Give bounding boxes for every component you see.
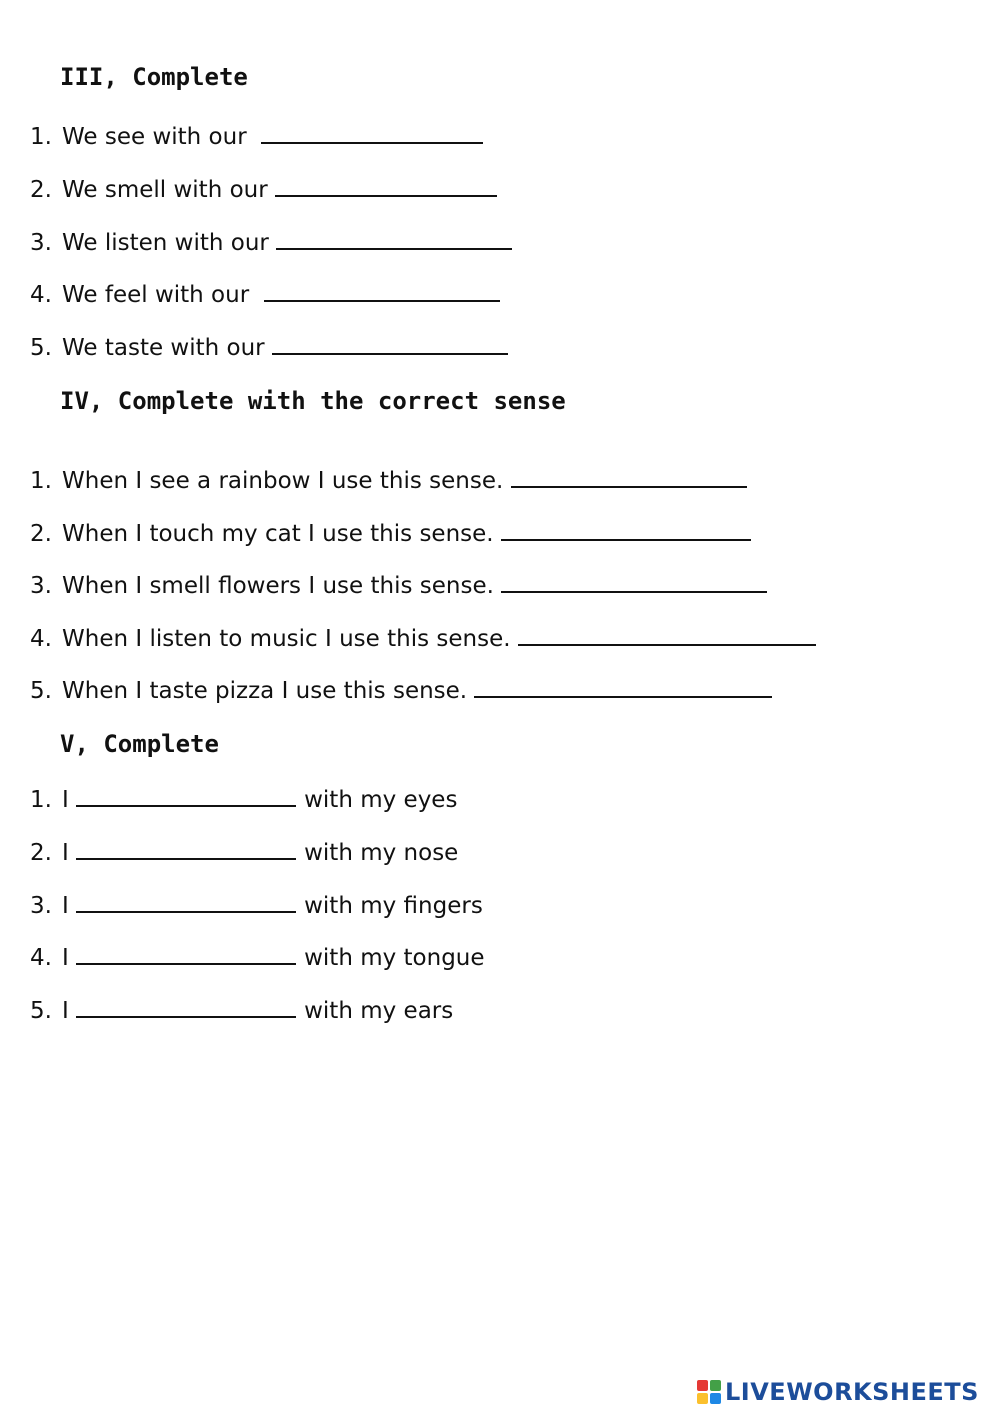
answer-blank[interactable] xyxy=(511,464,747,488)
section-5-title: V, Complete xyxy=(60,730,219,758)
item-number: 2. xyxy=(30,177,52,203)
answer-blank[interactable] xyxy=(261,120,483,144)
list-item xyxy=(30,889,483,921)
item-number: 2. xyxy=(30,840,52,866)
liveworksheets-watermark xyxy=(697,1378,979,1406)
item-number: 1. xyxy=(30,787,52,813)
list-item xyxy=(30,464,747,496)
list-item xyxy=(30,278,500,310)
item-text: We see with our xyxy=(62,124,262,150)
list-item xyxy=(30,783,457,815)
list-item xyxy=(30,941,485,973)
item-text: I xyxy=(62,998,77,1024)
item-text: When I see a rainbow I use this sense. xyxy=(62,468,511,494)
item-text: I xyxy=(62,787,77,813)
list-item xyxy=(30,226,512,258)
item-text: I xyxy=(62,840,77,866)
item-text: I xyxy=(62,945,77,971)
item-number: 5. xyxy=(30,678,52,704)
section-3-title: III, Complete xyxy=(60,63,248,91)
answer-blank[interactable] xyxy=(76,994,296,1018)
list-item xyxy=(30,517,751,549)
list-item xyxy=(30,622,816,654)
logo-square xyxy=(710,1380,721,1391)
item-suffix: with my nose xyxy=(304,840,459,866)
answer-blank[interactable] xyxy=(275,173,497,197)
answer-blank[interactable] xyxy=(76,836,296,860)
logo-square xyxy=(697,1393,708,1404)
item-text: When I listen to music I use this sense. xyxy=(62,626,518,652)
item-number: 3. xyxy=(30,230,52,256)
liveworksheets-logo-icon xyxy=(697,1380,721,1404)
item-number: 4. xyxy=(30,945,52,971)
answer-blank[interactable] xyxy=(501,569,767,593)
answer-blank[interactable] xyxy=(474,674,772,698)
list-item xyxy=(30,120,483,152)
answer-blank[interactable] xyxy=(76,941,296,965)
item-suffix: with my eyes xyxy=(304,787,458,813)
item-number: 3. xyxy=(30,893,52,919)
list-item xyxy=(30,674,772,706)
item-number: 1. xyxy=(30,468,52,494)
brand-name: LIVEWORKSHEETS xyxy=(725,1378,979,1406)
item-text: We feel with our xyxy=(62,282,264,308)
section-4-title: IV, Complete with the correct sense xyxy=(60,387,566,415)
answer-blank[interactable] xyxy=(264,278,500,302)
answer-blank[interactable] xyxy=(76,889,296,913)
item-suffix: with my tongue xyxy=(304,945,485,971)
answer-blank[interactable] xyxy=(272,331,508,355)
item-number: 5. xyxy=(30,335,52,361)
item-text: When I touch my cat I use this sense. xyxy=(62,521,501,547)
logo-square xyxy=(697,1380,708,1391)
item-number: 4. xyxy=(30,282,52,308)
item-number: 4. xyxy=(30,626,52,652)
list-item xyxy=(30,173,497,205)
item-text: We smell with our xyxy=(62,177,276,203)
item-suffix: with my ears xyxy=(304,998,454,1024)
answer-blank[interactable] xyxy=(276,226,512,250)
logo-square xyxy=(710,1393,721,1404)
item-suffix: with my fingers xyxy=(304,893,483,919)
answer-blank[interactable] xyxy=(501,517,751,541)
item-number: 5. xyxy=(30,998,52,1024)
item-text: When I smell flowers I use this sense. xyxy=(62,573,502,599)
answer-blank[interactable] xyxy=(76,783,296,807)
item-number: 1. xyxy=(30,124,52,150)
list-item xyxy=(30,836,458,868)
list-item xyxy=(30,994,453,1026)
item-text: When I taste pizza I use this sense. xyxy=(62,678,475,704)
list-item xyxy=(30,569,767,601)
item-text: We listen with our xyxy=(62,230,277,256)
list-item xyxy=(30,331,508,363)
answer-blank[interactable] xyxy=(518,622,816,646)
item-text: I xyxy=(62,893,77,919)
item-text: We taste with our xyxy=(62,335,272,361)
item-number: 2. xyxy=(30,521,52,547)
item-number: 3. xyxy=(30,573,52,599)
